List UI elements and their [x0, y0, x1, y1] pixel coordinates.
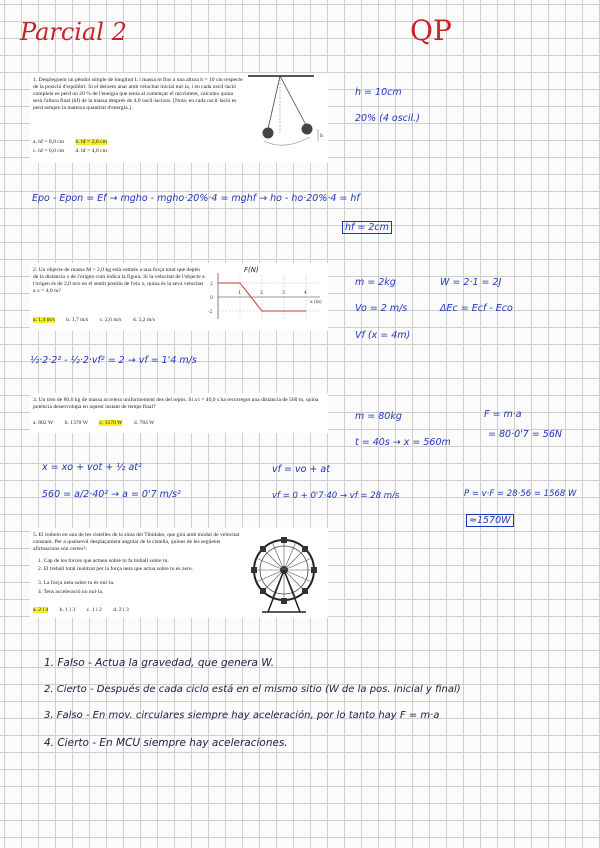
q1-equation: Epo - Epon = Ef → mgho - mgho·20%·4 = mghf → ho - ho·20%·4 = hf — [32, 193, 360, 204]
q5-statement-3: 3. La força neta sobre tu és nul·la. — [38, 580, 115, 586]
question-5-card — [30, 528, 328, 618]
force-graph-ytick: 0 — [210, 296, 213, 301]
q5-answer-2: 2. Cierto - Después de cada ciclo está en el mismo sitio (W de la pos. inicial y final) — [44, 684, 461, 695]
force-graph-xtick: 2 — [260, 291, 263, 296]
q3-note-mass: m = 80kg — [355, 411, 402, 422]
q3-option-c: c. 1570 W — [99, 420, 123, 426]
q5-statement-4: 4. Tens acceleració no nul·la. — [38, 589, 104, 595]
q1-option-a: a. hf = 8,0 cm — [33, 139, 65, 145]
force-graph-xtick: 4 — [304, 291, 307, 296]
q5-option-a: a. 2 i 4 — [33, 607, 49, 613]
q3-eq-position: x = xo + vot + ½ at² — [42, 462, 142, 473]
force-graph-xlabel: x (m) — [310, 300, 322, 305]
force-graph-ylabel: F(N) — [244, 266, 259, 274]
page-title: Parcial 2 — [20, 18, 127, 46]
q3-eq-velocity: vf = vo + at — [272, 464, 330, 475]
q3-power: P = v·F = 28·56 = 1568 W — [464, 489, 577, 499]
q2-option-c: c. 2,6 m/s — [99, 317, 122, 323]
force-graph-ytick: -2 — [208, 310, 213, 315]
pendulum-figure — [244, 73, 328, 155]
q1-note-height: h = 10cm — [355, 87, 402, 98]
q5-statement-2: 2. El treball total realitzat per la força neta que actua sobre tu és zero. — [38, 566, 193, 572]
q1-option-d: d. hf = 4,0 cm — [75, 148, 107, 154]
question-1-options-row1 — [33, 139, 117, 145]
q1-option-b: b. hf = 2,0 cm — [75, 139, 107, 145]
question-5-options — [33, 607, 139, 613]
q2-work: W = 2·1 = 2J — [440, 277, 502, 288]
author-initials: QP — [410, 14, 452, 47]
question-2-options — [33, 317, 165, 323]
q5-answer-4: 4. Cierto - En MCU siempre hay aceleraciones. — [44, 737, 288, 749]
question-3-options — [33, 420, 164, 426]
question-1-text: 1. Despleguem un pèndol simple de longitud L i massa m fins a una altura h = 10 cm respecte de la posició d'equilibri. Si el deixem anar amb velocitat inicial nul·la, i en cada oscil·lació completa es perd un 20 % de l'energia que tenia al començar el moviment, calculeu quina serà l'altura final (hf) de la massa després de 4,0 oscil·lacions. [Nota: en cada oscil·lació es perd sempre la mateixa quantitat d'energia.] — [33, 77, 243, 111]
q1-option-c: c. hf = 6,0 cm — [33, 148, 65, 154]
q3-force-formula: F = m·a — [484, 409, 522, 420]
q2-note-v0: Vo = 2 m/s — [355, 303, 408, 314]
force-graph — [208, 263, 328, 325]
q2-equation: ½·2·2² - ½·2·vf² = 2 → vf = 1'4 m/s — [30, 355, 197, 366]
q5-answer-1: 1. Falso - Actua la gravedad, que genera W. — [44, 657, 275, 669]
force-graph-xtick: 3 — [282, 291, 285, 296]
question-2-card — [30, 263, 328, 331]
q3-force-value: = 80·0'7 = 56N — [488, 429, 562, 440]
question-1-options-row2 — [33, 148, 117, 154]
pendulum-height-label: h — [320, 133, 324, 139]
q2-note-vf: Vf (x = 4m) — [355, 330, 411, 341]
q2-energy: ΔEc = Ecf - Eco — [440, 303, 513, 314]
ferris-wheel-image — [242, 532, 326, 616]
q5-option-b: b. 1 i 3 — [59, 607, 76, 613]
q3-eq-acceleration: 560 = a/2·40² → a = 0'7 m/s² — [42, 489, 181, 500]
q2-option-b: b. 1,7 m/s — [66, 317, 89, 323]
q3-note-time: t = 40s → x = 560m — [355, 437, 451, 448]
q5-statement-1: 1. Cap de les forces que actuen sobre tu fa treball sobre tu. — [38, 558, 169, 564]
question-3-text: 3. Un tren de 80,0 kg de massa accelera uniformement des del repòs. Si a t = 40,0 s ha recorregut una distància de 560 m, quina potència desenvolupa en aquest instant de temps final? — [33, 397, 319, 410]
q5-option-d: d. 2 i 3 — [113, 607, 129, 613]
q3-answer-box: ≈1570W — [466, 514, 514, 527]
q3-option-a: a. 882 W — [33, 420, 54, 426]
q2-note-mass: m = 2kg — [355, 277, 396, 288]
q3-eq-final-velocity: vf = 0 + 0'7·40 → vf = 28 m/s — [272, 491, 400, 501]
question-1-card — [30, 73, 328, 163]
q2-option-d: d. 3,2 m/s — [132, 317, 155, 323]
q3-option-d: d. 784 W — [133, 420, 155, 426]
q1-note-percent: 20% (4 oscil.) — [355, 113, 420, 124]
q5-answer-3: 3. Falso - En mov. circulares siempre hay aceleración, por lo tanto hay F = m·a — [44, 710, 440, 721]
q1-answer-box: hf = 2cm — [342, 221, 392, 234]
question-5-intro: 5. El trobem en una de les cistelles de la sínia del Tibidabo, que gira amb mòdul de velocitat constant. Per a qualsevol desplaçament angular de la cistella, quines de les següents afirmacions són certes?: — [33, 532, 240, 552]
q2-option-a: a. 1,4 m/s — [33, 317, 55, 323]
force-graph-ytick: 2 — [210, 282, 213, 287]
question-2-text: 2. Un objecte de massa M = 2,0 kg està sotmès a una força total que depèn de la distància x de l'origen com indica la figura. Si la velocitat de l'objecte a l'origen és de 2,0 m/s en el sentit positiu de l'eix x, quina és la seva velocitat a x = 4,0 m? — [33, 267, 205, 294]
question-3-card — [30, 393, 328, 433]
q3-option-b: b. 1370 W — [64, 420, 89, 426]
q5-option-c: c. 1 i 2 — [86, 607, 102, 613]
force-graph-xtick: 1 — [238, 291, 241, 296]
